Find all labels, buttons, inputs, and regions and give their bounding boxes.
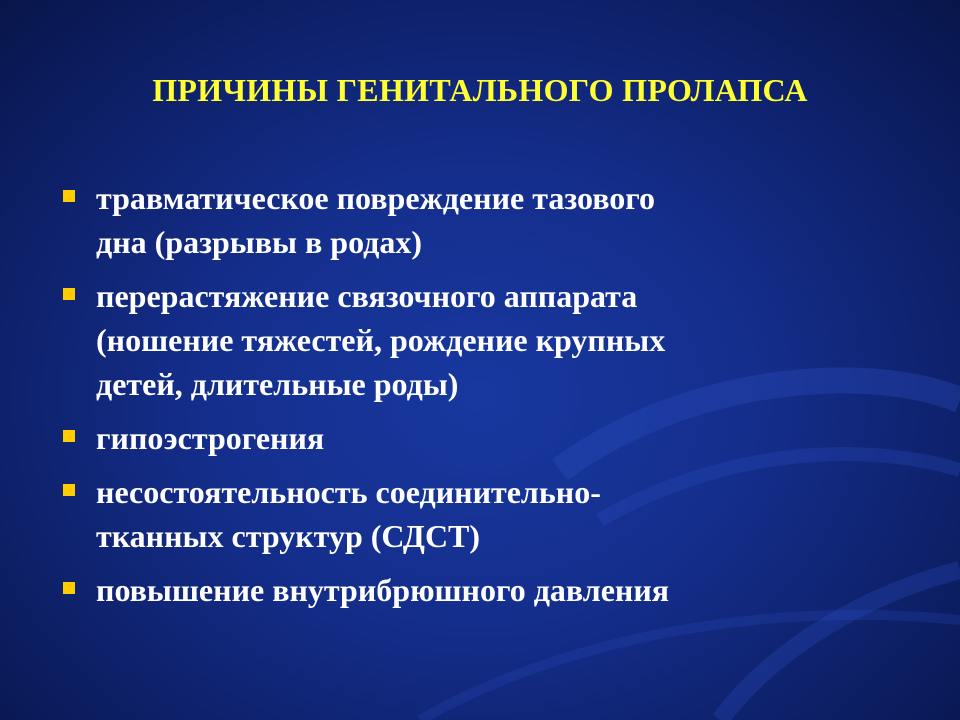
bullet-line: дна (разрывы в родах) — [96, 224, 422, 260]
square-bullet-icon — [63, 430, 75, 442]
bullet-item — [58, 416, 898, 460]
square-bullet-icon — [63, 582, 75, 594]
bullet-line: гипоэстрогения — [96, 420, 325, 456]
bullet-item — [58, 470, 898, 558]
square-bullet-icon — [63, 288, 75, 300]
bullet-item — [58, 176, 898, 264]
square-bullet-icon — [63, 190, 75, 202]
bullet-item — [58, 274, 898, 406]
bullet-line: повышение внутрибрюшного давления — [96, 572, 670, 608]
bullet-line: травматическое повреждение тазового — [96, 180, 655, 216]
bullet-line: (ношение тяжестей, рождение крупных — [96, 322, 666, 358]
bullet-line: детей, длительные роды) — [96, 366, 459, 402]
bullet-line: перерастяжение связочного аппарата — [96, 278, 638, 314]
slide-title: ПРИЧИНЫ ГЕНИТАЛЬНОГО ПРОЛАПСА — [152, 72, 808, 108]
square-bullet-icon — [63, 484, 75, 496]
bullet-item — [58, 568, 898, 612]
bullet-line: тканных структур (СДСТ) — [96, 518, 481, 554]
bullet-list — [58, 176, 898, 622]
bullet-line: несостоятельность соединительно- — [96, 474, 601, 510]
